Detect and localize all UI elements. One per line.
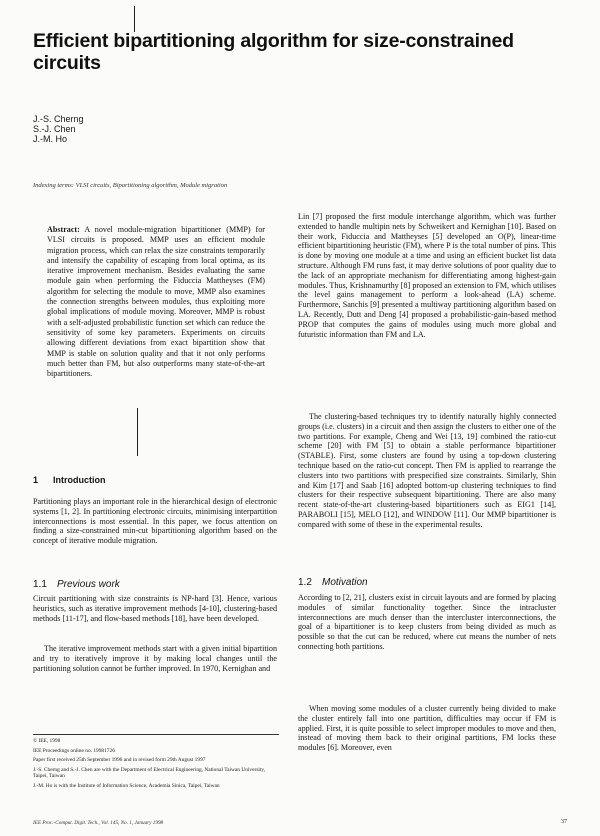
footnote-divider	[33, 734, 279, 735]
top-vertical-mark	[134, 6, 135, 32]
section-number: 1	[33, 475, 39, 485]
subsection-number: 1.1	[33, 579, 47, 590]
previous-work-paragraph-1: Circuit partitioning with size constraints is NP-hard [3]. Hence, various heuristics, such as iterative improvement methods [4-10], clustering-based methods [11-17], and flow-based methods [18], have been developed.	[33, 594, 277, 623]
intro-paragraph: Partitioning plays an important role in the hierarchical design of electronic systems [1, 2]. In partitioning electronic circuits, minimising interpartition interconnections is most essential. In this paper, we focus attention on finding a size-constrained min-cut bipartitioning algorithm based on the concept of iterative module migration.	[33, 497, 277, 546]
author-name: J.-M. Ho	[33, 134, 68, 144]
paper-title: Efficient bipartitioning algorithm for size-constrained circuits	[33, 30, 514, 74]
previous-work-paragraph-2: The iterative improvement methods start with a given initial bipartition and try to iteratively improve it by making local changes until the partitioning solution cannot be further improved. In 1970, Kernighan and	[33, 644, 277, 673]
previous-work-right-paragraph-2: The clustering-based techniques try to identify naturally highly connected groups (i.e. clusters) in a circuit and then assign the clusters to either one of the two partitions. For example, Cheng and Wei [13, 19] combined the ratio-cut scheme [20] with FM [5] to obtain a stable performance bipartitioner (STABLE). First, some clusters are found by using a top-down clustering technique based on the ratio-cut concept. Then FM is applied to rearrange the clusters into two partitions with prespecified size constraints. Similarly, Shin and Kim [17] and Saab [16] adopted bottom-up clustering techniques to find clusters for their respective subsequent bipartitioning. There are also many recent state-of-the-art clustering-based bipartitioners such as EIG1 [14], PARABOLI [15], MELO [12], and WINDOW [11]. Our MMP bipartitioner is compared with some of these in the experimental results.	[298, 412, 556, 529]
affiliation-line: J.-S. Cherng and S.-J. Chen are with the Department of Electrical Engineering, National Taiwan University, Taipei, Taiwan	[33, 766, 266, 780]
abstract-lead: Abstract:	[47, 225, 80, 234]
abstract-text: A novel module-migration bipartitioner (MMP) for VLSI circuits is proposed. MMP uses an efficient module migration process, which can relax the size constraints temporarily and intensify the capability of escaping from local optima, as its iterative improvement mechanism. Besides evaluating the same module gain when performing the Fiduccia Mattheyses (FM) algorithm for selecting the module to move, MMP also examines the connection strengths between modules, thus exploiting more global implications of module moving. Moreover, MMP is robust with a self-adjusted probabilistic function set which can reduce the sensitivity of some key parameters. Experiments on circuits allowing different deviations from exact bipartition show that MMP is stable on solution quality and that it not only performs much better than FM, but also outperforms many state-of-the-art bipartitioners.	[47, 225, 265, 379]
indexing-terms: Indexing terms: VLSI circuits, Bipartitioning algorithm, Module migration	[33, 182, 228, 189]
page-number: 37	[561, 819, 567, 825]
affiliation-line: J.-M. Ho is with the Institute of Information Science, Academia Sinica, Taipei, Taiwan	[33, 782, 220, 789]
proceedings-line: IEE Proceedings online no. 19981726	[33, 747, 115, 754]
received-line: Paper first received 25th September 1996 and in revised form 29th August 1997	[33, 757, 206, 764]
subsection-number: 1.2	[298, 577, 312, 588]
subsection-title: Previous work	[57, 579, 120, 590]
author-name: J.-S. Cherng	[33, 114, 84, 124]
section-title: Introduction	[53, 475, 106, 485]
author-name: S.-J. Chen	[33, 124, 76, 134]
motivation-paragraph-2: When moving some modules of a cluster currently being divided to make the cluster entirely fall into one partition, difficulties may occur if FM is applied. First, it is quite possible to select improper modules to move and then, instead of moving them back to their original partitions, FM locks these modules [6]. Moreover, even	[298, 704, 556, 753]
abstract	[47, 225, 265, 379]
copyright-line: © IEE, 1998	[33, 738, 61, 744]
footnotes	[33, 738, 279, 793]
subsection-title: Motivation	[322, 577, 368, 588]
subsection-heading-motivation	[298, 577, 368, 588]
subsection-heading-previous-work	[33, 579, 120, 590]
previous-work-right-paragraph-1: Lin [7] proposed the first module interchange algorithm, which was further extended to handle multipin nets by Schweikert and Kernighan [10]. Based on their work, Fiduccia and Mattheyses [5] developed an O(P), linear-time efficient bipartitioning heuristic (FM), where P is the total number of pins. This is done by moving one module at a time and using an efficient bucket list data structure. Although FM runs fast, it may derive solutions of poor quality due to the lack of an appropriate mechanism for differentiating among highest-gain modules. Thus, Krishnamurthy [8] proposed an extension to FM, which utilises the level gains management to perform a look-ahead (LA) scheme. Furthermore, Sanchis [9] presented a multiway partitioning algorithm based on LA. Recently, Dutt and Deng [4] proposed a probabilistic-gain-based method PROP that computes the gains of modules using much more global and futuristic information than FM and LA.	[298, 212, 556, 339]
author-list	[33, 114, 84, 144]
middle-vertical-mark	[137, 408, 138, 456]
motivation-paragraph-1: According to [2, 21], clusters exist in circuit layouts and are formed by placing modules of similar functionality together. Since the intracluster interconnections are much denser than the intercluster interconnections, the goal of a bipartitioner is to keep clusters from being divided as much as possible so that the cut can be reduced, where cut means the number of nets connecting both partitions.	[298, 593, 556, 651]
journal-footer: IEE Proc.-Comput. Digit. Tech., Vol. 145, No. 1, January 1998	[33, 820, 164, 826]
section-heading-introduction	[33, 475, 106, 485]
